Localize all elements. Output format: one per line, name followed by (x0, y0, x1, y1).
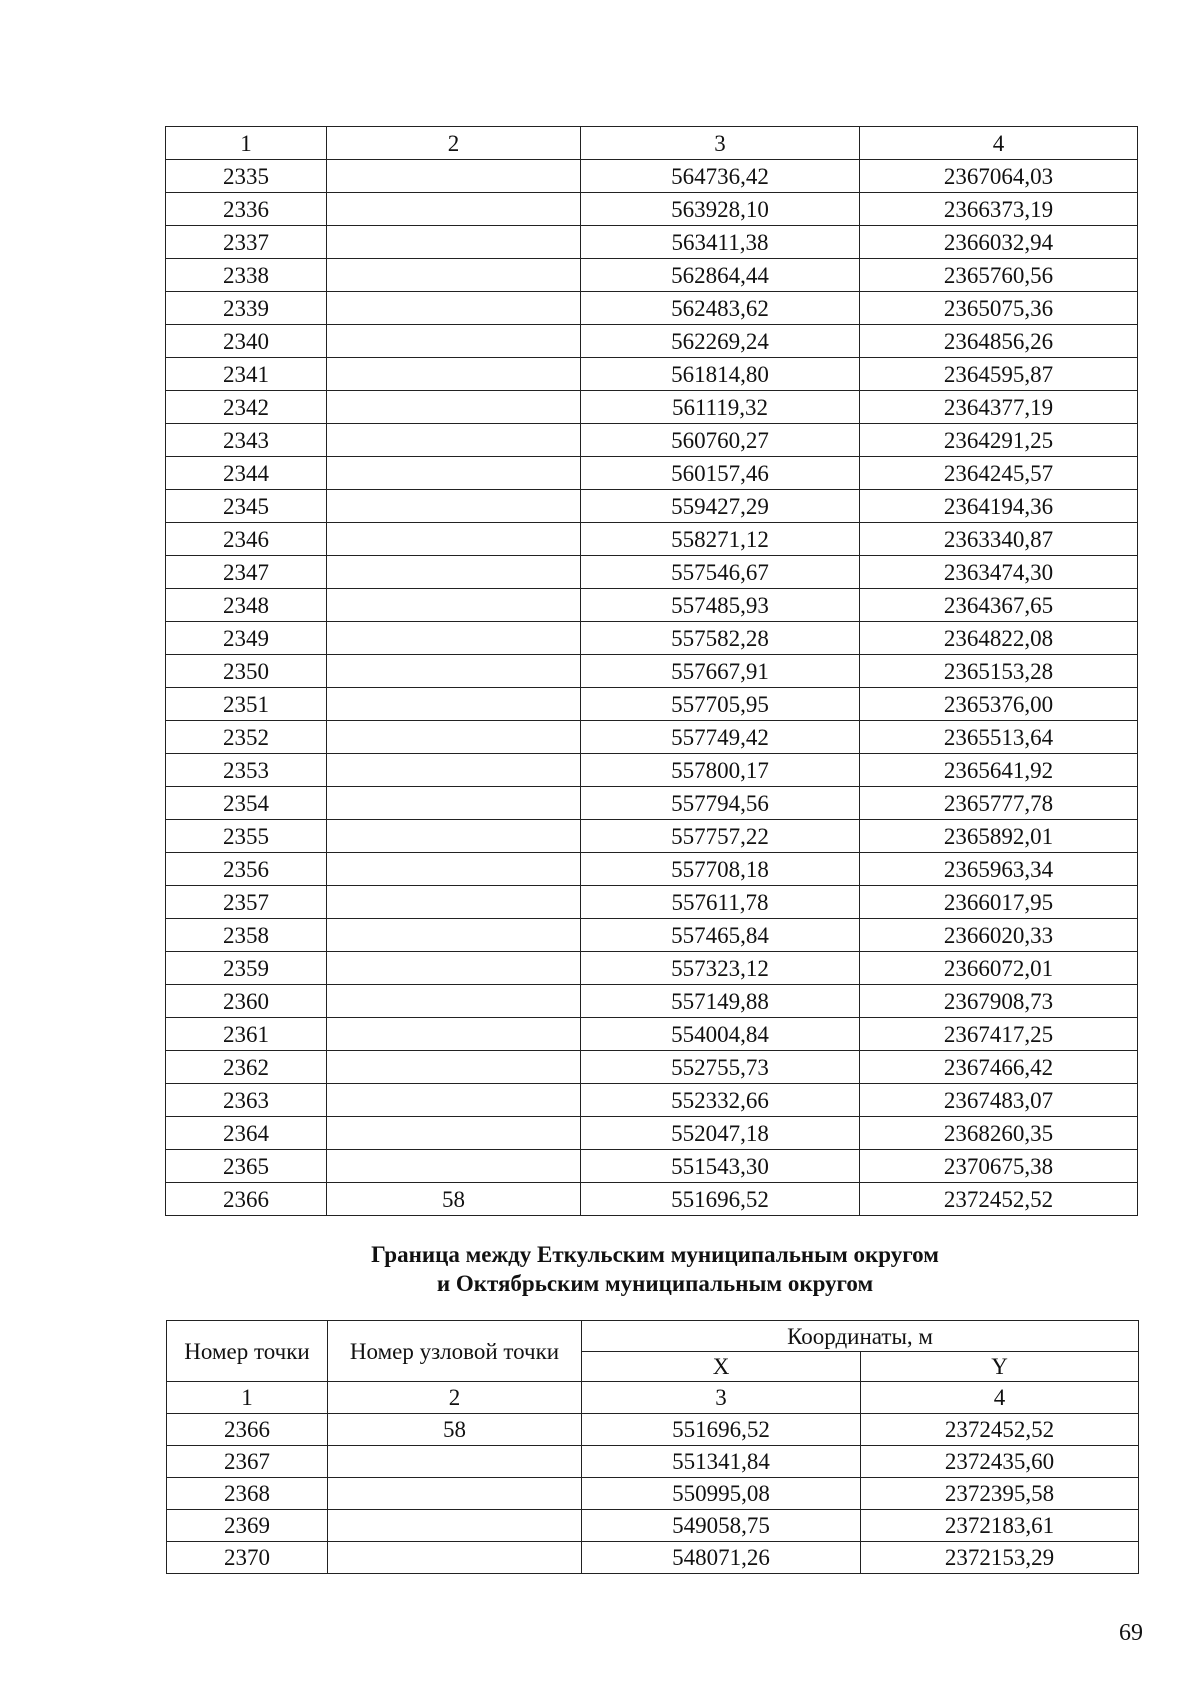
table-cell: 2364 (166, 1117, 327, 1150)
table-row (166, 1084, 1138, 1117)
table-row (166, 952, 1138, 985)
table-cell: 2367064,03 (860, 160, 1138, 193)
table-cell: 562864,44 (581, 259, 860, 292)
table-cell: 2365075,36 (860, 292, 1138, 325)
table-cell: 564736,42 (581, 160, 860, 193)
table-cell: 2365777,78 (860, 787, 1138, 820)
table-cell: 2372183,61 (861, 1510, 1139, 1542)
table-row (167, 1414, 1139, 1446)
table-cell: 2364856,26 (860, 325, 1138, 358)
table-cell: 2337 (166, 226, 327, 259)
table-cell: 557757,22 (581, 820, 860, 853)
table-cell: 2361 (166, 1018, 327, 1051)
table-cell: 2342 (166, 391, 327, 424)
table-cell (327, 1051, 581, 1084)
table-cell (328, 1446, 582, 1478)
table-cell: 557546,67 (581, 556, 860, 589)
table-cell (327, 853, 581, 886)
table-cell (328, 1542, 582, 1574)
table-row (166, 886, 1138, 919)
table-cell (327, 985, 581, 1018)
table-cell: 3 (582, 1382, 861, 1414)
table-row (167, 1446, 1139, 1478)
table-row (166, 160, 1138, 193)
table-cell: 2372452,52 (861, 1414, 1139, 1446)
table-cell (327, 391, 581, 424)
table-cell: 557708,18 (581, 853, 860, 886)
table-row (166, 490, 1138, 523)
table-cell: 2368260,35 (860, 1117, 1138, 1150)
table-row (166, 1117, 1138, 1150)
table-cell (327, 655, 581, 688)
table-cell (327, 952, 581, 985)
table-cell: 2352 (166, 721, 327, 754)
table-cell: 552755,73 (581, 1051, 860, 1084)
table-cell: 2348 (166, 589, 327, 622)
table-cell (327, 325, 581, 358)
table-cell: 2364245,57 (860, 457, 1138, 490)
table-row (166, 754, 1138, 787)
table-cell: 2356 (166, 853, 327, 886)
table-header-row (166, 127, 1138, 160)
table-cell: 557149,88 (581, 985, 860, 1018)
table-cell (327, 1084, 581, 1117)
table-cell: 2366017,95 (860, 886, 1138, 919)
table-cell: 561814,80 (581, 358, 860, 391)
table-cell: 2367908,73 (860, 985, 1138, 1018)
table-cell (328, 1478, 582, 1510)
table-cell: 2341 (166, 358, 327, 391)
table-row (166, 226, 1138, 259)
table-cell: 2369 (167, 1510, 328, 1542)
table-row (166, 919, 1138, 952)
table-cell: 58 (328, 1414, 582, 1446)
table-row (166, 1183, 1138, 1216)
table-cell: 557465,84 (581, 919, 860, 952)
table-row (166, 424, 1138, 457)
table-cell: 4 (861, 1382, 1139, 1414)
table-cell (327, 886, 581, 919)
header-x: X (582, 1352, 861, 1382)
table-row (166, 1150, 1138, 1183)
table-cell: 554004,84 (581, 1018, 860, 1051)
table-cell: 4 (860, 127, 1138, 160)
table-cell: 2372153,29 (861, 1542, 1139, 1574)
table-row (166, 688, 1138, 721)
table-cell: 2362 (166, 1051, 327, 1084)
table-row (166, 193, 1138, 226)
table-cell: 2338 (166, 259, 327, 292)
table-cell: 557800,17 (581, 754, 860, 787)
table-cell: 557749,42 (581, 721, 860, 754)
table-row (166, 853, 1138, 886)
table-row (166, 589, 1138, 622)
table-cell: 557794,56 (581, 787, 860, 820)
table-row (166, 1051, 1138, 1084)
table-cell (327, 1018, 581, 1051)
table-cell: 2355 (166, 820, 327, 853)
table-cell (327, 523, 581, 556)
table-row (166, 556, 1138, 589)
page-number: 69 (1119, 1620, 1143, 1646)
table-row (166, 292, 1138, 325)
table-cell: 563411,38 (581, 226, 860, 259)
table-cell: 557611,78 (581, 886, 860, 919)
table-cell: 2366072,01 (860, 952, 1138, 985)
header-coordinates: Координаты, м (582, 1321, 1139, 1352)
table-row (166, 787, 1138, 820)
table-cell: 558271,12 (581, 523, 860, 556)
table-row (167, 1478, 1139, 1510)
table-cell: 551341,84 (582, 1446, 861, 1478)
table-cell: 2346 (166, 523, 327, 556)
table-cell: 2351 (166, 688, 327, 721)
table-cell: 2365892,01 (860, 820, 1138, 853)
table-cell: 562269,24 (581, 325, 860, 358)
table-row (166, 523, 1138, 556)
table-cell: 563928,10 (581, 193, 860, 226)
table-cell: 2350 (166, 655, 327, 688)
table-cell: 548071,26 (582, 1542, 861, 1574)
table-cell: 2370 (167, 1542, 328, 1574)
table-cell: 2363 (166, 1084, 327, 1117)
table-cell: 2343 (166, 424, 327, 457)
table-cell (327, 589, 581, 622)
table-cell: 549058,75 (582, 1510, 861, 1542)
table-cell: 551696,52 (582, 1414, 861, 1446)
table-cell: 2 (328, 1382, 582, 1414)
section-title (165, 1240, 1145, 1298)
header-node-point-number: Номер узловой точки (328, 1321, 582, 1382)
table-cell: 551696,52 (581, 1183, 860, 1216)
table-cell: 2366 (166, 1183, 327, 1216)
table-cell: 557323,12 (581, 952, 860, 985)
table-cell: 2363340,87 (860, 523, 1138, 556)
table-cell: 2365513,64 (860, 721, 1138, 754)
table-cell: 2365760,56 (860, 259, 1138, 292)
table-row (166, 622, 1138, 655)
table-row (166, 820, 1138, 853)
table-cell: 2345 (166, 490, 327, 523)
table-cell: 560157,46 (581, 457, 860, 490)
table-cell: 2368 (167, 1478, 328, 1510)
header-y: Y (861, 1352, 1139, 1382)
coordinates-table-2 (166, 1320, 1139, 1574)
table-row (166, 259, 1138, 292)
header-point-number: Номер точки (167, 1321, 328, 1382)
table-row (166, 1018, 1138, 1051)
table-cell: 550995,08 (582, 1478, 861, 1510)
table-cell (328, 1510, 582, 1542)
table-cell: 2366020,33 (860, 919, 1138, 952)
table-cell: 2364194,36 (860, 490, 1138, 523)
table-cell: 2365153,28 (860, 655, 1138, 688)
table-cell: 1 (167, 1382, 328, 1414)
table-cell: 2357 (166, 886, 327, 919)
table-cell (327, 424, 581, 457)
table-cell: 2367 (167, 1446, 328, 1478)
table-cell (327, 259, 581, 292)
table-cell: 2335 (166, 160, 327, 193)
table-row (166, 391, 1138, 424)
table-cell (327, 358, 581, 391)
table-cell: 2366373,19 (860, 193, 1138, 226)
table-cell (327, 721, 581, 754)
table-cell: 2365376,00 (860, 688, 1138, 721)
coordinates-table-1 (165, 126, 1138, 1216)
table-row (166, 721, 1138, 754)
table-row (166, 457, 1138, 490)
table-cell: 551543,30 (581, 1150, 860, 1183)
section-title-line-2: и Октябрьским муниципальным округом (436, 1271, 874, 1296)
table-cell (327, 193, 581, 226)
table-cell: 2354 (166, 787, 327, 820)
table-cell: 2367483,07 (860, 1084, 1138, 1117)
table-cell: 2349 (166, 622, 327, 655)
table-cell: 58 (327, 1183, 581, 1216)
table-cell: 2 (327, 127, 581, 160)
table-row (166, 358, 1138, 391)
table-cell (327, 919, 581, 952)
table-cell (327, 1150, 581, 1183)
table-cell: 2347 (166, 556, 327, 589)
table-cell: 2364595,87 (860, 358, 1138, 391)
table-cell: 2353 (166, 754, 327, 787)
table-cell: 557667,91 (581, 655, 860, 688)
table-cell: 559427,29 (581, 490, 860, 523)
table-cell: 2340 (166, 325, 327, 358)
table-cell: 2365963,34 (860, 853, 1138, 886)
table-cell: 2364822,08 (860, 622, 1138, 655)
table-cell: 2336 (166, 193, 327, 226)
table-cell: 2365 (166, 1150, 327, 1183)
table-row (166, 325, 1138, 358)
table-cell: 561119,32 (581, 391, 860, 424)
table-cell (327, 688, 581, 721)
table-cell: 2360 (166, 985, 327, 1018)
table-cell: 557485,93 (581, 589, 860, 622)
table-cell (327, 787, 581, 820)
table-cell: 2344 (166, 457, 327, 490)
table-cell (327, 490, 581, 523)
table-cell: 2365641,92 (860, 754, 1138, 787)
table-cell (327, 160, 581, 193)
table-cell: 2367466,42 (860, 1051, 1138, 1084)
table-cell (327, 226, 581, 259)
table-cell: 2372435,60 (861, 1446, 1139, 1478)
table-cell: 2364377,19 (860, 391, 1138, 424)
table-cell: 1 (166, 127, 327, 160)
table-cell (327, 292, 581, 325)
table-cell (327, 1117, 581, 1150)
table-cell (327, 622, 581, 655)
table-cell: 560760,27 (581, 424, 860, 457)
table-cell: 552047,18 (581, 1117, 860, 1150)
table-cell: 557705,95 (581, 688, 860, 721)
table-number-row (167, 1382, 1139, 1414)
table-cell: 2364291,25 (860, 424, 1138, 457)
table-cell: 562483,62 (581, 292, 860, 325)
table-cell: 552332,66 (581, 1084, 860, 1117)
table-cell: 2372395,58 (861, 1478, 1139, 1510)
table-row (166, 655, 1138, 688)
table-row (166, 985, 1138, 1018)
table-cell: 3 (581, 127, 860, 160)
table-cell: 2366 (167, 1414, 328, 1446)
table-row (167, 1510, 1139, 1542)
section-title-line-1: Граница между Еткульским муниципальным округом (371, 1242, 939, 1267)
table-cell: 2358 (166, 919, 327, 952)
table-cell (327, 556, 581, 589)
table-cell (327, 754, 581, 787)
table-cell: 2372452,52 (860, 1183, 1138, 1216)
table-cell: 2366032,94 (860, 226, 1138, 259)
table-cell: 2363474,30 (860, 556, 1138, 589)
table-row (167, 1542, 1139, 1574)
table-cell (327, 457, 581, 490)
table-cell: 2367417,25 (860, 1018, 1138, 1051)
table-cell (327, 820, 581, 853)
table-cell: 2370675,38 (860, 1150, 1138, 1183)
table-cell: 2364367,65 (860, 589, 1138, 622)
table-cell: 2339 (166, 292, 327, 325)
table-cell: 2359 (166, 952, 327, 985)
table-cell: 557582,28 (581, 622, 860, 655)
